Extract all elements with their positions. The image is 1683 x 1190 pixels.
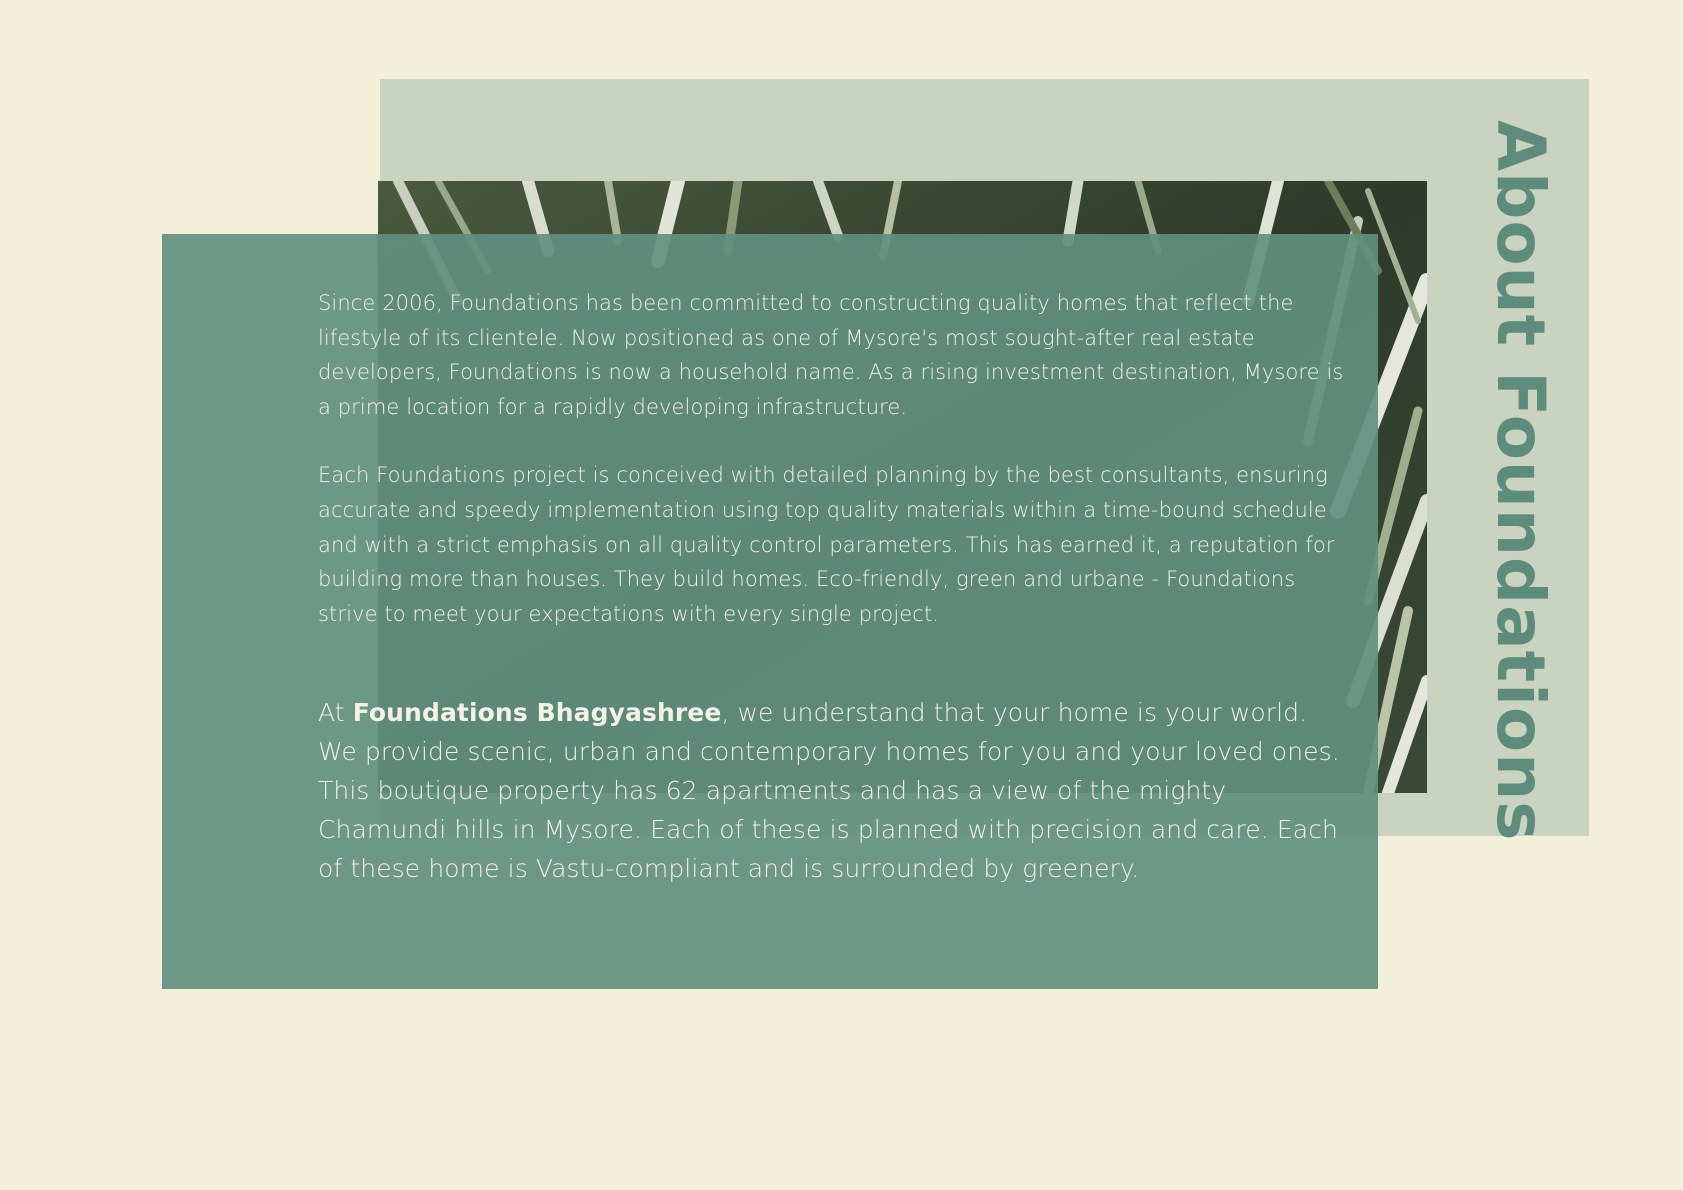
closing-prefix: At (318, 698, 353, 728)
closing-rest: This boutique property has 62 apartments and has a view of the mighty Chamundi hills in Mysore. Each of these is planned with precision and care. Each of these home is Vastu-compliant and is surrounded by greenery. (318, 776, 1338, 884)
closing-line2: We provide scenic, urban and contemporary homes for you and your loved ones. (318, 737, 1340, 767)
side-title-container (1480, 120, 1560, 842)
planning-paragraph: Each Foundations project is conceived with detailed planning by the best consultants, ensuring accurate and speedy implementation using top quality materials within a time-bound schedule and with a strict emphasis on all quality control parameters. This has earned it, a reputation for building more than houses. They build homes. Eco-friendly, green and urbane - Foundations strive to meet your expectations with every single project. (318, 463, 1335, 626)
closing-line1-rest: , we understand that your home is your world. (721, 698, 1308, 728)
intro-paragraph: Since 2006, Foundations has been committed to constructing quality homes that reflect the lifestyle of its clientele. Now positioned as one of Mysore's most sought-after real estate developers, Foundations is now a household name. As a rising investment destination, Mysore is a prime location for a rapidly developing infrastructure. (318, 291, 1344, 419)
closing-paragraph (318, 693, 1348, 888)
text-body (318, 286, 1348, 888)
brand-name: Foundations Bhagyashree (352, 698, 722, 728)
text-card (162, 234, 1378, 989)
page-title: About Foundations (1482, 120, 1559, 842)
